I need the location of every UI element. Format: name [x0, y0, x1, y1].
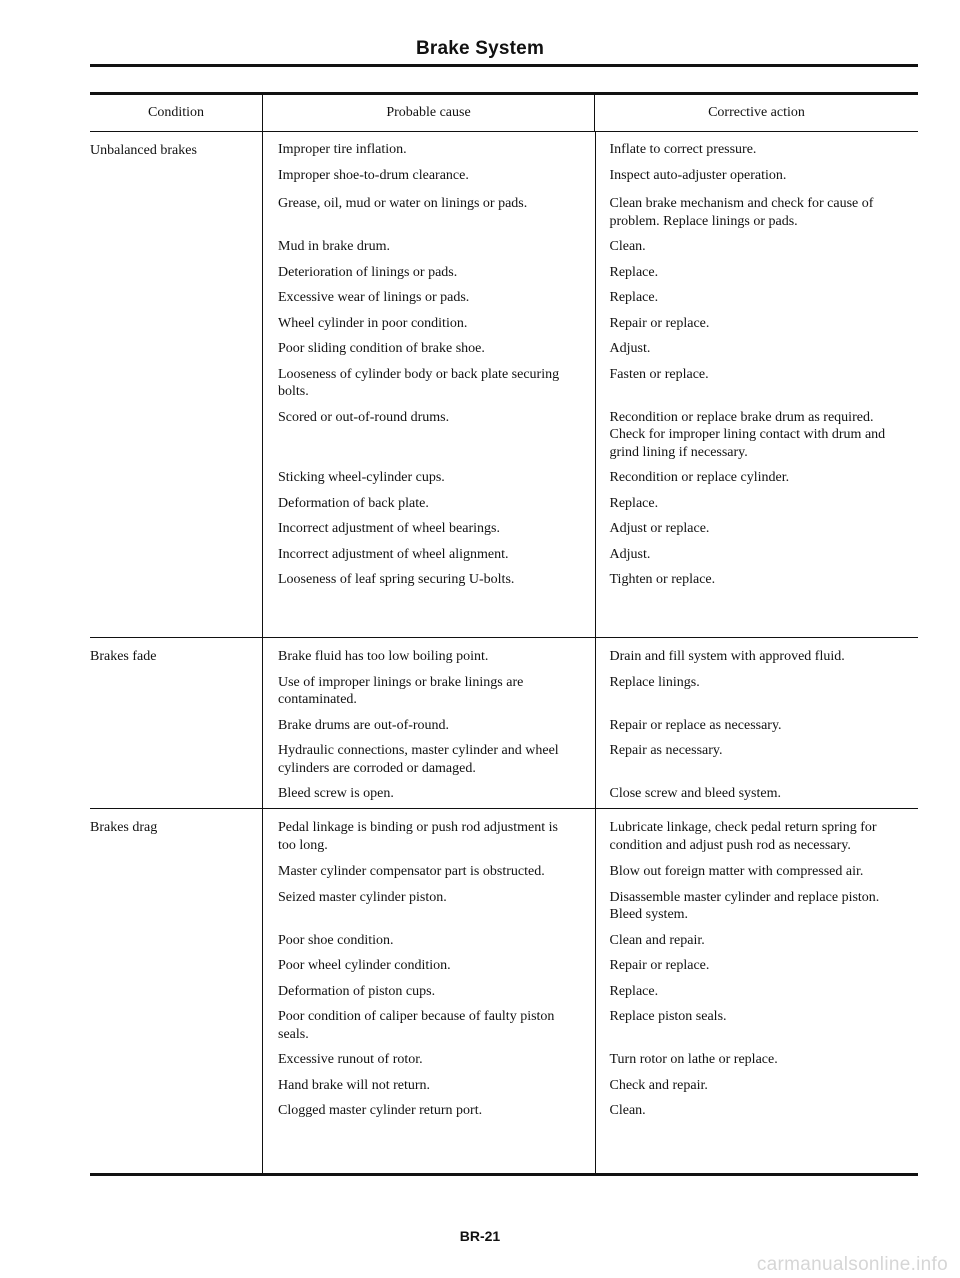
- corrective-action: Blow out foreign matter with compressed air.: [609, 864, 864, 879]
- table-row: [263, 366, 918, 401]
- table-row: [263, 957, 918, 975]
- probable-cause: Looseness of cylinder body or back plate securing bolts.: [278, 366, 560, 399]
- condition-group-brakes-drag: [90, 809, 918, 1173]
- corrective-action: Repair or replace as necessary.: [609, 717, 782, 733]
- table-bottom-rule: [90, 1173, 918, 1176]
- corrective-action: Check and repair.: [609, 1077, 708, 1093]
- table-row: [263, 167, 918, 185]
- probable-cause: Clogged master cylinder return port.: [278, 1103, 483, 1118]
- corrective-action: Clean.: [609, 239, 646, 254]
- probable-cause: Mud in brake drum.: [278, 239, 390, 254]
- table-row: [263, 742, 918, 777]
- table-row: [263, 1051, 918, 1069]
- probable-cause: Excessive runout of rotor.: [278, 1052, 423, 1067]
- probable-cause: Poor wheel cylinder condition.: [278, 958, 451, 973]
- table-row: [263, 409, 918, 462]
- table-row: [263, 983, 918, 1001]
- table-row: [263, 340, 918, 358]
- probable-cause: Deterioration of linings or pads.: [278, 264, 458, 280]
- condition-label: Brakes drag: [90, 820, 158, 835]
- probable-cause: Incorrect adjustment of wheel bearings.: [278, 521, 500, 536]
- condition-label: Brakes fade: [90, 649, 157, 664]
- probable-cause: Poor condition of caliper because of faulty piston seals.: [278, 1009, 555, 1042]
- probable-cause: Bleed screw is open.: [278, 786, 394, 801]
- table-row: [263, 546, 918, 564]
- corrective-action: Close screw and bleed system.: [609, 786, 781, 801]
- table-row: [263, 469, 918, 487]
- corrective-action: Adjust.: [609, 546, 651, 562]
- corrective-action: Inspect auto-adjuster operation.: [609, 167, 787, 183]
- column-header-condition: Condition: [147, 105, 204, 120]
- table-row: [263, 520, 918, 538]
- table-row: [263, 141, 918, 159]
- table-row: [263, 717, 918, 735]
- probable-cause: Poor sliding condition of brake shoe.: [278, 341, 485, 356]
- page-number: BR-21: [459, 1228, 501, 1244]
- corrective-action: Lubricate linkage, check pedal return spring for condition and adjust push rod as necessary.: [609, 820, 877, 853]
- table-row: [263, 785, 918, 803]
- table-row: [263, 238, 918, 256]
- probable-cause: Pedal linkage is binding or push rod adjustment is too long.: [278, 820, 558, 853]
- corrective-action: Recondition or replace brake drum as required. Check for improper lining contact with drum and grind lining if necessary.: [609, 409, 886, 460]
- corrective-action: Repair or replace.: [609, 958, 710, 973]
- probable-cause: Scored or out-of-round drums.: [278, 409, 450, 425]
- corrective-action: Fasten or replace.: [609, 366, 709, 382]
- table-row: [263, 315, 918, 333]
- corrective-action: Replace.: [609, 495, 659, 511]
- cause-action-rows: [262, 809, 918, 1173]
- corrective-action: Clean brake mechanism and check for cause of problem. Replace linings or pads.: [609, 196, 874, 229]
- table-row: [263, 648, 918, 666]
- probable-cause: Improper shoe-to-drum clearance.: [278, 167, 469, 183]
- probable-cause: Seized master cylinder piston.: [278, 889, 447, 905]
- corrective-action: Adjust or replace.: [609, 521, 710, 536]
- table-row: [263, 495, 918, 513]
- troubleshooting-table: [90, 92, 918, 1176]
- table-row: [263, 863, 918, 881]
- probable-cause: Deformation of piston cups.: [278, 983, 436, 999]
- probable-cause: Looseness of leaf spring securing U-bolts.: [278, 572, 515, 587]
- corrective-action: Drain and fill system with approved fluid.: [609, 649, 845, 664]
- table-row: [263, 195, 918, 230]
- table-row: [263, 889, 918, 924]
- column-divider: [595, 638, 596, 808]
- table-row: [263, 674, 918, 709]
- probable-cause: Hydraulic connections, master cylinder and wheel cylinders are corroded or damaged.: [278, 743, 559, 776]
- corrective-action: Tighten or replace.: [609, 572, 716, 587]
- table-row: [263, 819, 918, 854]
- corrective-action: Inflate to correct pressure.: [609, 142, 757, 157]
- corrective-action: Adjust.: [609, 341, 651, 356]
- column-divider: [595, 132, 596, 637]
- column-header-probable-cause: Probable cause: [262, 95, 594, 131]
- probable-cause: Use of improper linings or brake linings are contaminated.: [278, 674, 524, 707]
- cause-action-rows: [262, 638, 918, 808]
- corrective-action: Replace.: [609, 264, 659, 280]
- probable-cause: Brake fluid has too low boiling point.: [278, 649, 489, 664]
- probable-cause: Brake drums are out-of-round.: [278, 717, 450, 733]
- probable-cause: Improper tire inflation.: [278, 142, 407, 157]
- probable-cause: Wheel cylinder in poor condition.: [278, 315, 468, 331]
- corrective-action: Clean and repair.: [609, 932, 705, 948]
- corrective-action: Repair or replace.: [609, 315, 710, 331]
- condition-group-brakes-fade: [90, 638, 918, 809]
- cause-action-rows: [262, 132, 918, 637]
- table-header: [90, 95, 918, 132]
- corrective-action: Replace piston seals.: [609, 1009, 727, 1024]
- probable-cause: Master cylinder compensator part is obstructed.: [278, 864, 545, 879]
- probable-cause: Deformation of back plate.: [278, 495, 429, 511]
- header-rule: [90, 64, 918, 67]
- probable-cause: Excessive wear of linings or pads.: [278, 290, 470, 305]
- corrective-action: Replace.: [609, 983, 659, 999]
- probable-cause: Incorrect adjustment of wheel alignment.: [278, 546, 509, 562]
- probable-cause: Hand brake will not return.: [278, 1077, 431, 1093]
- table-row: [263, 1102, 918, 1120]
- table-row: [263, 289, 918, 307]
- condition-label: Unbalanced brakes: [90, 143, 197, 158]
- column-divider: [595, 809, 596, 1173]
- table-row: [263, 264, 918, 282]
- probable-cause: Grease, oil, mud or water on linings or pads.: [278, 196, 528, 211]
- corrective-action: Replace linings.: [609, 674, 700, 690]
- corrective-action: Disassemble master cylinder and replace piston. Bleed system.: [609, 889, 880, 922]
- table-row: [263, 571, 918, 589]
- table-row: [263, 932, 918, 950]
- probable-cause: Sticking wheel-cylinder cups.: [278, 470, 445, 485]
- table-row: [263, 1008, 918, 1043]
- corrective-action: Repair as necessary.: [609, 743, 723, 758]
- corrective-action: Replace.: [609, 290, 659, 305]
- condition-group-unbalanced-brakes: [90, 132, 918, 638]
- corrective-action: Recondition or replace cylinder.: [609, 470, 790, 485]
- page-title: Brake System: [415, 38, 545, 59]
- corrective-action: Clean.: [609, 1103, 646, 1118]
- probable-cause: Poor shoe condition.: [278, 932, 394, 948]
- table-row: [263, 1077, 918, 1095]
- column-header-corrective-action: Corrective action: [594, 95, 918, 131]
- watermark: carmanualsonline.info: [756, 1254, 948, 1275]
- corrective-action: Turn rotor on lathe or replace.: [609, 1052, 778, 1067]
